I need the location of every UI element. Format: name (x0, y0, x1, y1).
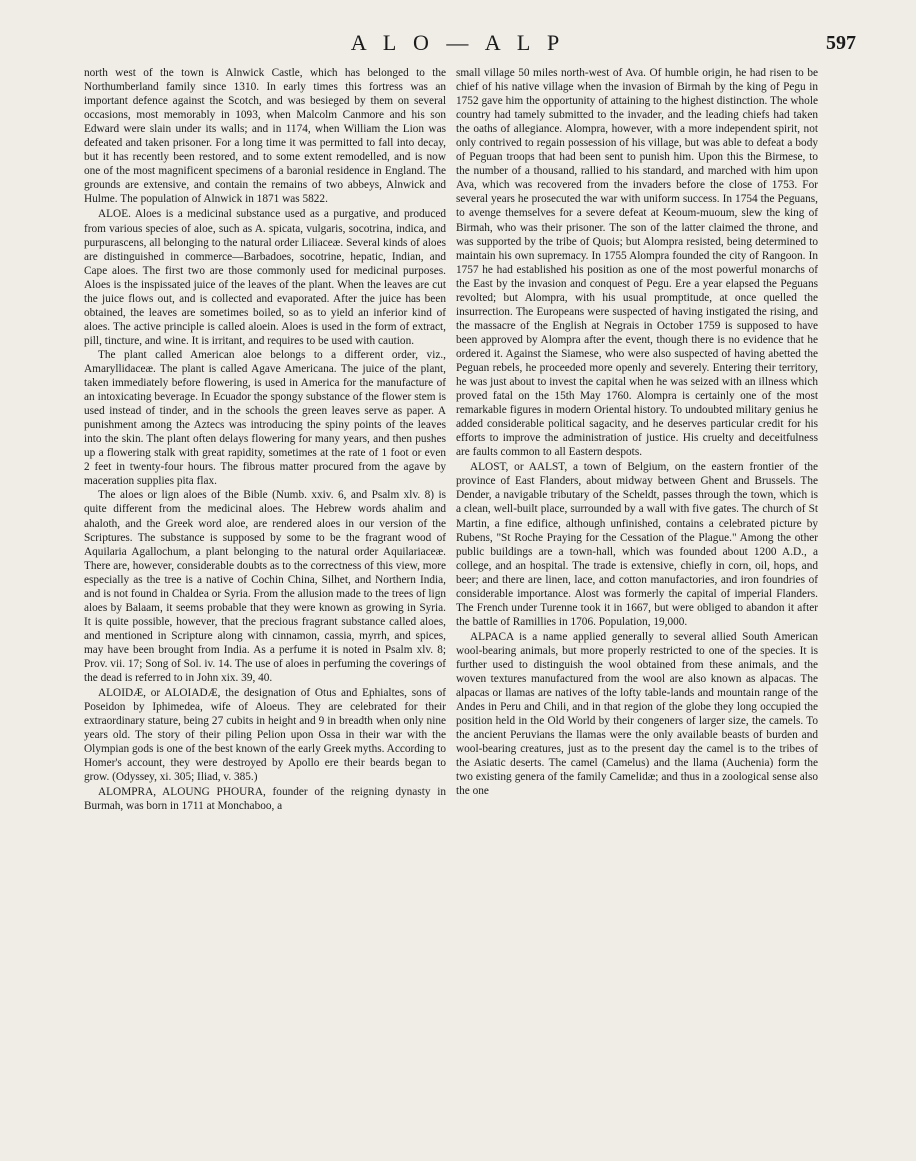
paragraph-lign-aloes: The aloes or lign aloes of the Bible (Numb. xxiv. 6, and Psalm xlv. 8) is quite different from the medicinal aloes. The Hebrew words ahalim and ahaloth, and the Greek word aloe, are rendered aloes in our version of the Scriptures. The substance is supposed by some to be the fragrant wood of Aquilaria Agallochum, a plant belonging to the natural order Aquilariaceæ. There are, however, considerable doubts as to the correctness of this view, more especially as the tree is a native of Cochin China, Silhet, and Northern India, and is not found in Chaldea or Syria. From the allusion made to the trees of lign aloes by Balaam, it seems probable that they were known as growing in Syria. It is quite possible, however, that the precious fragrant substance called aloes, and mentioned in Scripture along with cinnamon, cassia, myrrh, and spices, may have been brought from India. As a perfume it is noted in Psalm xlv. 8; Prov. vii. 17; Song of Sol. iv. 14. The use of aloes in perfuming the coverings of the dead is referred to in John xix. 39, 40. (84, 489, 446, 685)
page-title: A L O — A L P (350, 30, 566, 55)
paragraph-american-aloe: The plant called American aloe belongs to a different order, viz., Amaryllidaceæ. The plant is called Agave Americana. The juice of the plant, taken immediately before flowering, is used in America for the manufacture of an intoxicating beverage. In Ecuador the spongy substance of the flower stem is used instead of tinder, and in the schools the green leaves serve as paper. A punishment among the Aztecs was introducing the spiny points of the leaves into the skin. The plant often delays flowering for many years, and then pushes up a flowering stalk with great rapidity, sometimes at the rate of 1 foot or even 2 feet in twenty-four hours. The fibrous matter procured from the agave by maceration supplies pita flax. (84, 348, 446, 488)
left-column (84, 66, 446, 1146)
paragraph-alompra-cont: small village 50 miles north-west of Ava. Of humble origin, he had risen to be chief of his native village when the invasion of Birmah by the king of Pegu in 1752 gave him the opportunity of attaining to the highest distinction. The whole country had tamely submitted to the invader, and the leading chiefs had taken the oaths of allegiance. Alompra, however, with a more independent spirit, not only contrived to regain possession of his village, but was able to defeat a body of Peguan troops that had been sent to punish him. Upon this the Birmese, to the number of a thousand, rallied to his standard, and marched with him upon Ava, which was recovered from the invaders before the close of 1753. For several years he prosecuted the war with uniform success. In 1754 the Peguans, to avenge themselves for a severe defeat at Keoum-muoum, slew the king of Birmah, who was their prisoner. The son of the latter claimed the throne, and was supported by the tribe of Quois; but Alompra resisted, being determined to maintain his own supremacy. In 1755 Alompra founded the city of Rangoon. In 1757 he had established his position as one of the most powerful monarchs of the East by the invasion and conquest of Pegu. Ere a year elapsed the Peguans revolted; but Alompra, with his usual promptitude, at once quelled the insurrection. The Europeans were suspected of having instigated the rising, and the massacre of the English at Negrais in October 1759 is supposed to have been approved by Alompra after the event, though there is no evidence that he ordered it. Against the Siamese, who were also suspected of having abetted the Peguan rebels, he proceeded more openly and severely. Entering their territory, he was just about to invest the capital when he was seized with an illness which proved fatal on the 15th May 1760. Alompra is certainly one of the most remarkable figures in modern Oriental history. To undoubted military genius he added considerable political sagacity, and he deserves particular credit for his efforts to improve the administration of justice. His cruelty and deceitfulness are faults common to all Eastern despots. (456, 67, 818, 459)
entry-alost: ALOST, or AALST, a town of Belgium, on the eastern frontier of the province of East Flanders, about midway between Ghent and Brussels. The Dender, a navigable tributary of the Scheldt, passes through the town, which is a clean, well-built place, surrounded by a wall with five gates. The church of St Martin, a fine edifice, although unfinished, contains a celebrated picture by Rubens, "St Roche Praying for the Cessation of the Plague." Among the other public buildings are a town-hall, which was founded about 1200 A.D., a college, and an hospital. The trade is extensive, chiefly in corn, oil, hops, and beer; and there are linen, lace, and cotton manufactories, and iron foundries of considerable importance. Alost was formerly the capital of imperial Flanders. The French under Turenne took it in 1667, but were obliged to abandon it after the battle of Ramillies in 1706. Population, 19,000. (456, 461, 818, 628)
right-column (456, 66, 818, 1146)
entry-aloe: ALOE. Aloes is a medicinal substance used as a purgative, and produced from various species of aloe, such as A. spicata, vulgaris, socotrina, indica, and purpurascens, all belonging to the natural order Liliaceæ. Several kinds of aloes are distinguished in commerce—Barbadoes, socotrine, hepatic, Indian, and Cape aloes. The first two are those commonly used for medicinal purposes. Aloes is the inspissated juice of the leaves of the plant. When the leaves are cut the juice flows out, and is collected and evaporated. After the juice has been obtained, the leaves are sometimes boiled, so as to yield an inferior kind of aloes. The active principle is called aloein. Aloes is used in the form of extract, pill, tincture, and wine. It is irritant, and requires to be used with caution. (84, 208, 446, 347)
entry-alpaca: ALPACA is a name applied generally to several allied South American wool-bearing animals, but more properly restricted to one of the species. It is further used to distinguish the wool obtained from these animals, and the woven textures manufactured from the wool are also known as alpacas. The alpacas or llamas are natives of the lofty table-lands and mountain range of the Andes in Peru and Chili, and in that region of the globe they long occupied the position held in the Old World by their congeners of larger size, the camels. To the ancient Peruvians the llamas were the only available beasts of burden and wool-bearing creatures, just as to the present day the camel is to the tribes of the Asiatic deserts. The camel (Camelus) and the llama (Auchenia) form the two existing genera of the family Camelidæ; and thus in a zoological sense also the one (456, 630, 818, 798)
entry-aloidae: ALOIDÆ, or ALOIADÆ, the designation of Otus and Ephialtes, sons of Poseidon by Iphimedea, wife of Aloeus. They are celebrated for their extraordinary stature, being 27 cubits in height and 9 in breadth when only nine years old. The story of their piling Pelion upon Ossa in their war with the Olympian gods is one of the best known of the early Greek myths. According to Homer's account, they were destroyed by Apollo ere their beards began to grow. (Odyssey, xi. 305; Iliad, v. 385.) (84, 687, 446, 784)
running-head (0, 30, 916, 60)
entry-alompra: ALOMPRA, ALOUNG PHOURA, founder of the reigning dynasty in Burmah, was born in 1711 at Monchaboo, a (84, 786, 446, 813)
paragraph-alnwick-cont: north west of the town is Alnwick Castle, which has belonged to the Northumberland family since 1310. In early times this fortress was an important defence against the Scotch, and was besieged by them on several occasions, most memorably in 1093, when Malcolm Canmore and his son Edward were slain under its walls; and in 1174, when William the Lion was defeated and taken prisoner. For a long time it was permitted to fall into decay, but it has recently been restored, and to some extent remodelled, and is now one of the most magnificent specimens of a baronial residence in England. The grounds are extensive, and contain the remains of two abbeys, Alnwick and Hulme. The population of Alnwick in 1871 was 5822. (84, 67, 446, 206)
page-number: 597 (826, 32, 856, 54)
